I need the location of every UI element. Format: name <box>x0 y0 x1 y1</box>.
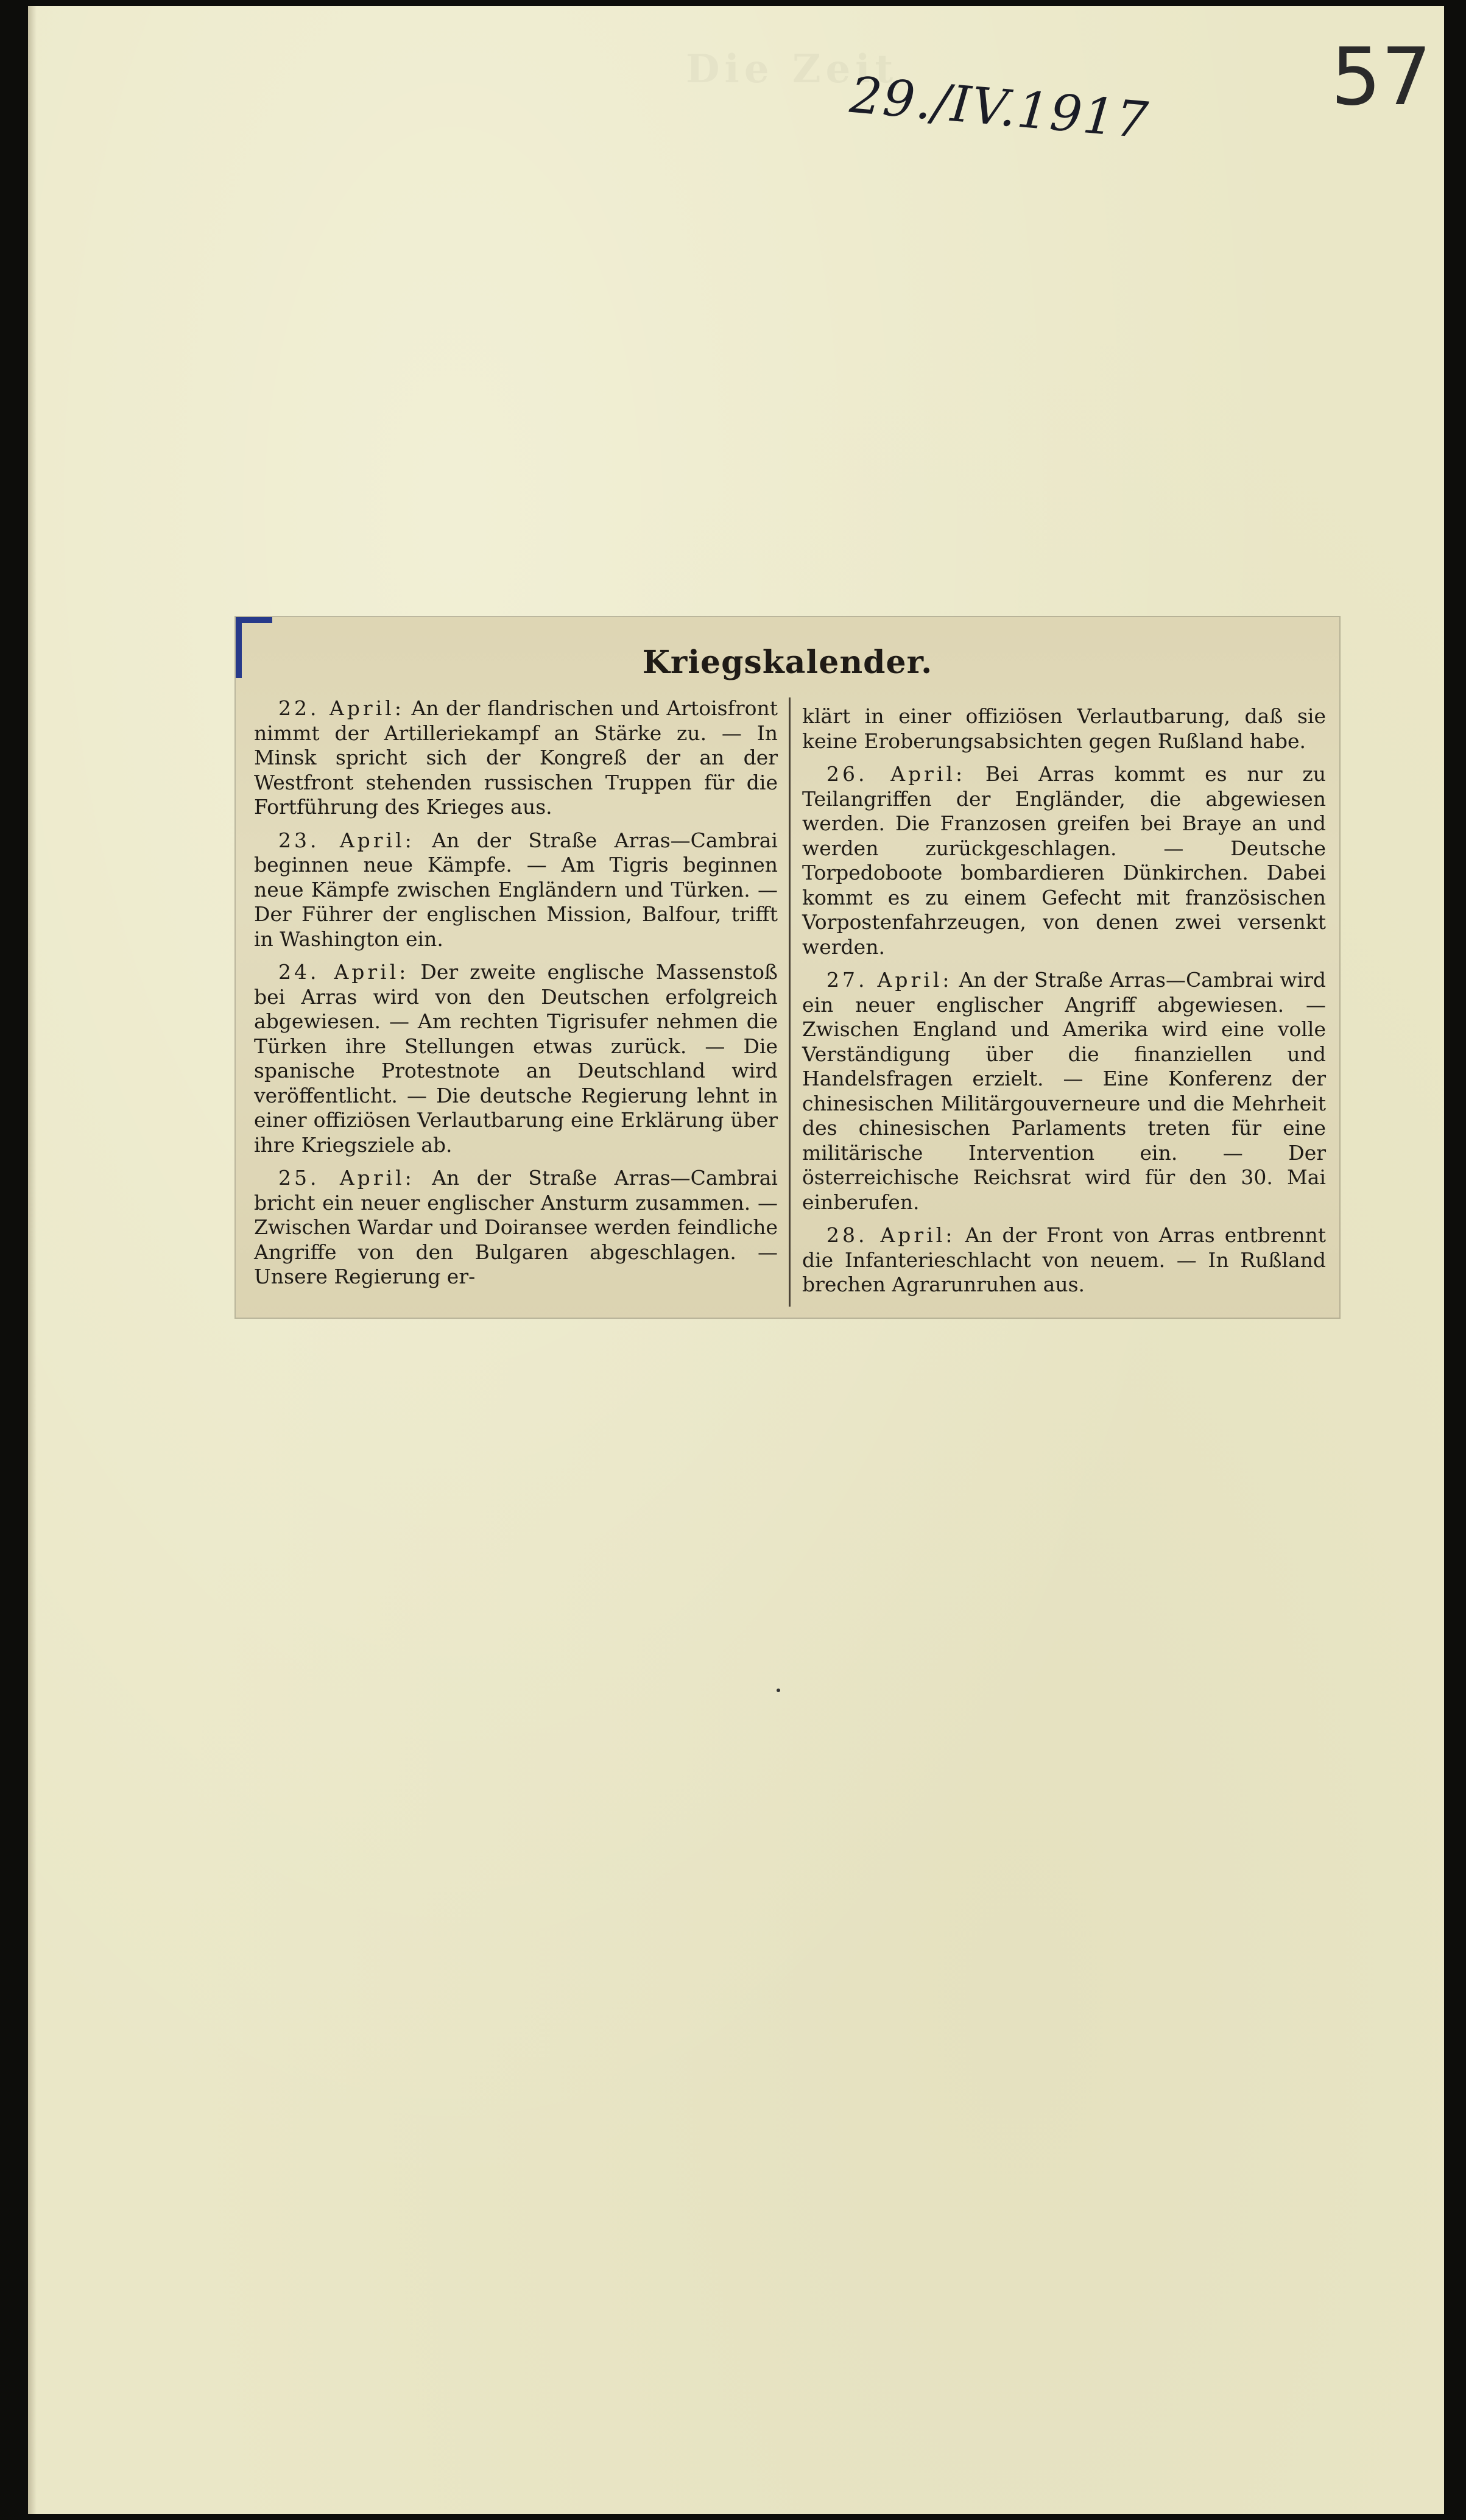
calendar-entry <box>802 1223 1326 1297</box>
calendar-entry <box>802 762 1326 959</box>
entry-date: 23. April: <box>278 828 415 852</box>
entry-date: 22. April: <box>278 696 404 720</box>
entry-date: 26. April: <box>826 762 966 786</box>
calendar-entry <box>254 828 778 952</box>
paper-speck <box>777 1689 780 1692</box>
entry-text: An der Straße Arras—Cambrai beginnen neue Kämpfe. — Am Tigris beginnen neue Kämpfe zwischen Engländern und Türken. — Der Führer der englischen Mission, Balfour, trifft in Washington ein. <box>254 828 778 951</box>
calendar-entry-continuation <box>802 704 1326 754</box>
entry-date: 25. April: <box>278 1166 415 1190</box>
calendar-entry <box>254 696 778 820</box>
faint-stamp: Die Zeit <box>686 46 898 92</box>
calendar-entry <box>254 960 778 1157</box>
folio-number: 57 <box>1331 30 1432 123</box>
entry-text: Bei Arras kommt es nur zu Teilangriffen der Engländer, die abgewiesen werden. Die Franzosen greifen bei Braye an und werden zurückgeschlagen. — Deutsche Torpedoboote bombardieren Dünkirchen. Dabei kommt es zu einem Gefecht mit französischen Vorpostenfahrzeugen, von denen zwei versenkt werden. <box>802 762 1326 959</box>
calendar-entry <box>802 968 1326 1215</box>
entry-text: klärt in einer offiziösen Verlautbarung, daß sie keine Eroberungsabsichten gegen Rußland habe. <box>802 704 1326 753</box>
right-column <box>802 704 1326 1306</box>
entry-date: 24. April: <box>278 960 409 984</box>
handwritten-date: 29./IV.1917 <box>847 66 1152 150</box>
entry-text: An der flandrischen und Artoisfront nimmt der Artilleriekampf an Stärke zu. — In Minsk spricht sich der Kongreß der an der Westfront stehenden russischen Truppen für die Fortführung des Krieges aus. <box>254 696 778 819</box>
entry-text: An der Straße Arras—Cambrai wird ein neuer englischer Angriff abgewiesen. — Zwischen England und Amerika wird eine volle Verständigung über die finanziellen und Handelsfragen erzielt. — Eine Konferenz der chinesischen Militärgouverneure und die Mehrheit des chinesischen Parlaments treten für eine militärische Intervention ein. — Der österreichische Reichsrat wird für den 30. Mai einberufen. <box>802 968 1327 1214</box>
left-column <box>254 696 778 1298</box>
entry-date: 28. April: <box>826 1223 956 1247</box>
column-divider <box>789 697 791 1307</box>
entry-text: Der zweite englische Massenstoß bei Arras wird von den Deutschen erfolgreich abgewiesen. — Am rechten Tigrisufer nehmen die Türken ihre Stellungen etwas zurück. — Die spanische Protestnote an Deutschland wird veröffentlicht. — Die deutsche Regierung lehnt in einer offiziösen Verlautbarung eine Erklärung über ihre Kriegsziele ab. <box>254 960 778 1157</box>
clipping-title: Kriegskalender. <box>642 644 933 681</box>
entry-text: An der Front von Arras entbrennt die Infanterieschlacht von neuem. — In Rußland brechen Agrarunruhen aus. <box>802 1223 1326 1296</box>
newspaper-clipping <box>236 617 1339 1318</box>
entry-text: An der Straße Arras—Cambrai bricht ein neuer englischer Ansturm zusammen. — Zwischen Wardar und Doiransee werden feindliche Angriffe von den Bulgaren abgeschlagen. — Unsere Regierung er- <box>254 1166 778 1288</box>
calendar-entry <box>254 1166 778 1290</box>
sheet-edge-shadow <box>28 6 37 2514</box>
entry-date: 27. April: <box>826 968 953 992</box>
